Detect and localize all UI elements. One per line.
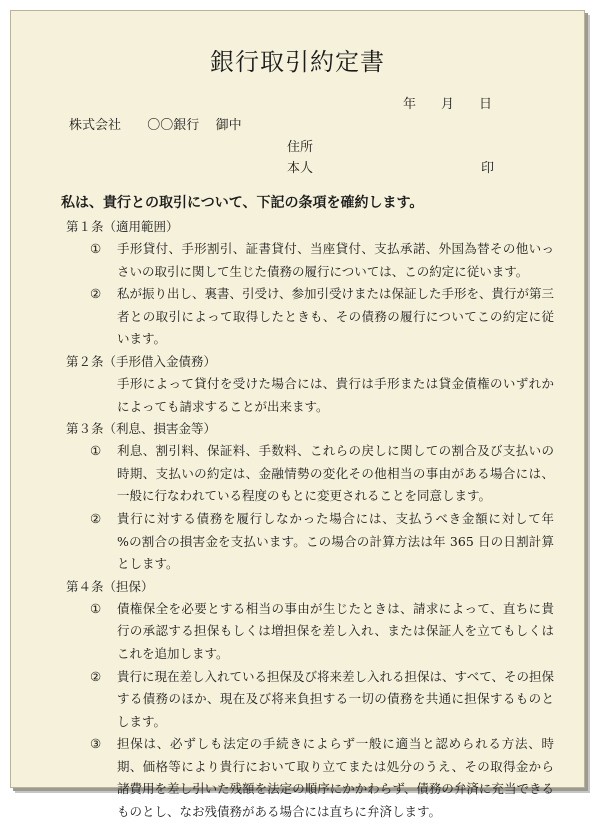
article-1 (49, 216, 554, 351)
article-3 (49, 418, 580, 576)
article-4-title: 第４条（担保） (66, 578, 154, 594)
contract-body (49, 191, 580, 824)
clause-number: ① (90, 443, 102, 459)
article-2-text: 手形によって貸付を受けた場合には、貴行は手形または貸金債権のいずれかによっても請求することが出来ます。 (117, 375, 554, 414)
article-1-clause-1 (90, 238, 554, 283)
date-day: 日 (479, 97, 493, 112)
article-4-clause-1 (90, 598, 554, 666)
addressee-honorific: 御中 (215, 118, 242, 133)
article-1-clause-2 (90, 283, 555, 351)
address-label: 住所 (287, 140, 314, 155)
clause-text: 貴行に現在差し入れている担保及び将来差し入れる担保は、すべて、その担保する債務のほか、現在及び将来負担する一切の債務を共通に担保するものとします。 (117, 668, 555, 729)
clause-number: ② (90, 510, 102, 526)
article-2-title: 第２条（手形借入金債務） (66, 353, 217, 369)
article-4 (49, 576, 554, 824)
article-3-clause-2 (90, 508, 580, 576)
clause-text: 私が振り出し、裏書、引受け、参加引受けまたは保証した手形を、貴行が第三者との取引によって取得したときも、その債務の履行についてこの約定に従います。 (117, 286, 555, 347)
person-label: 本人 (287, 161, 314, 176)
date-month: 月 (441, 97, 455, 112)
clause-number: ② (90, 668, 102, 684)
date-year: 年 (403, 97, 417, 112)
addressee-bank: 〇〇銀行 (147, 118, 200, 133)
clause-text: 債権保全を必要とする相当の事由が生じたときは、請求によって、直ちに貴行の承認する担保もしくは増担保を差し入れ、または保証人を立てもしくはこれを追加します。 (117, 600, 554, 661)
clause-number: ① (90, 241, 102, 256)
article-4-clause-3 (90, 733, 554, 823)
document-title: 銀行取引約定書 (210, 48, 385, 76)
seal-mark: 印 (481, 161, 495, 176)
clause-text: 手形貸付、手形割引、証書貸付、当座貸付、支払承諾、外国為替その他いっさいの取引に関して生じた債務の履行については、この約定に従います。 (117, 241, 554, 279)
article-2 (49, 351, 554, 418)
clause-text: 貴行に対する債務を履行しなかった場合には、支払うべき金額に対して年 %の割合の損害金を支払います。この場合の計算方法は年 365 日の日割計算とします。 (117, 510, 580, 572)
addressee (69, 114, 242, 133)
clause-number: ② (90, 286, 102, 302)
article-1-title: 第１条（適用範囲） (66, 219, 179, 234)
clause-number: ③ (90, 736, 102, 752)
contract-sheet (10, 10, 585, 820)
article-3-title: 第３条（利息、損害金等） (66, 421, 217, 437)
clause-text: 担保は、必ずしも法定の手続きによらず一般に適当と認められる方法、時期、価格等により貴行において取り立てまたは処分のうえ、その取得金から諸費用を差し引いた残額を法定の順序にかかわらず、債務の弁済に充当できるものとし、なお残債務がある場合には直ちに弁済します。 (117, 736, 554, 820)
preamble: 私は、貴行との取引について、下記の条項を確約します。 (61, 195, 424, 211)
clause-text: 利息、割引料、保証料、手数料、これらの戻しに関しての割合及び支払いの時期、支払いの約定は、金融情勢の変化その他相当の事由がある場合には、一般に行なわれている程度のもとに変更されることを同意します。 (117, 443, 554, 504)
article-4-clause-2 (90, 666, 555, 734)
article-3-clause-1 (90, 440, 554, 508)
clause-number: ① (90, 600, 102, 616)
addressee-company: 株式会社 (69, 118, 122, 133)
